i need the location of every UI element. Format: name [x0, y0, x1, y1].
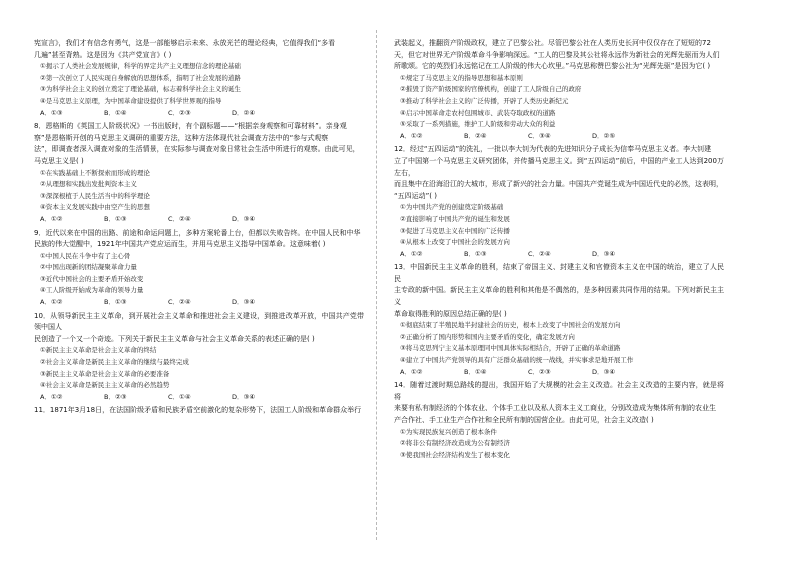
left-intro-line-1: 宪宣言》，我们才有信念有勇气，这是一部能够启示未来、永放光芒的理论经典，它值得我们“多看 — [34, 39, 336, 47]
option: ③推动了科学社会主义的广泛传播，开辟了人类历史新纪元 — [400, 96, 569, 105]
option: ①新民主主义革命是社会主义革命的终结 — [40, 346, 157, 355]
choice-c: C．②④ — [168, 214, 191, 223]
question-8-stem: 察”是恩格斯开创的马克思主义调研的重要方法，这种方法体现代社会调查方法中的“参与式观察 — [34, 133, 329, 142]
right-column — [394, 38, 724, 548]
choice-c: C．①④ — [168, 392, 191, 401]
choice-a: A．①② — [400, 131, 423, 140]
choice-d: D．②④ — [232, 108, 256, 117]
choice-d: D．③④ — [592, 249, 616, 258]
choice-d: D．③④ — [232, 214, 256, 223]
question-9-stem: 民族的伟大觉醒中，1921年中国共产党应运而生，并用马克思主义指导中国革命。这意味着( ) — [34, 240, 326, 249]
question-14-stem: 来要有私有制经济的个体农业、个体手工业以及私人资本主义工商业，分别改造成为集体所有制的农业生 — [394, 404, 716, 413]
choice-c: C．②③ — [528, 367, 551, 376]
option: ③深深根植于人民生活当中的科学理论 — [40, 191, 150, 200]
question-14-stem: 产合作社、手工业生产合作社和全民所有制的国营企业。由此可见，社会主义改造( ) — [394, 416, 654, 424]
option: ④社会主义革命是新民主主义革命的必然趋势 — [40, 381, 170, 390]
choice-b: B．①③ — [104, 214, 127, 223]
right-intro-line: 武装起义，推翻资产阶级政权，建立了巴黎公社。尽管巴黎公社在人类历史长河中仅仅存在了短短的72 — [394, 39, 711, 47]
option: ②将非公有制经济改造成为公有制经济 — [400, 439, 510, 448]
option: ①中国人民在斗争中有了主心骨 — [40, 251, 131, 260]
question-11-stem: 11．1871年3月18日，在法国阶级矛盾和民族矛盾空前激化的复杂形势下，法国工人阶级和革命群众举行 — [34, 406, 362, 415]
option: ②社会主义革命是新民主主义革命的继续与最终完成 — [40, 358, 189, 367]
choice-b: B．②③ — [104, 392, 127, 401]
choice-a: A．①② — [40, 392, 63, 401]
choice-d: D．③④ — [592, 367, 616, 376]
choice-c: C．③④ — [528, 131, 551, 140]
choice-d: D．②⑤ — [592, 131, 616, 140]
question-12-stem: “五四运动”( ) — [394, 191, 437, 200]
option: ③将马克思列宁主义基本原理同中国具体实际相结合，开辟了正确的革命道路 — [400, 344, 621, 353]
answer-choices — [40, 214, 364, 226]
option: ②第一次创立了人民实现自身解放的思想体系，指明了社会发展的道路 — [40, 73, 241, 82]
option: ①揭示了人类社会发展规律，科学的界定共产主义理想信念的理论基础 — [40, 62, 241, 71]
choice-a: A．①② — [40, 214, 63, 223]
option: ③使我国社会经济结构发生了根本变化 — [400, 450, 510, 459]
choice-a: A．①② — [40, 298, 63, 307]
choice-c: C．②④ — [168, 298, 191, 307]
choice-b: B．②④ — [464, 131, 487, 140]
option: ③促进了马克思主义在中国的广泛传播 — [400, 226, 510, 235]
column-divider — [376, 30, 377, 540]
answer-choices — [40, 297, 364, 309]
option: ③为科学社会主义的创立奠定了理论基础，标志着科学社会主义的诞生 — [40, 85, 241, 94]
option: ②中国出现新的团结凝聚革命力量 — [40, 263, 137, 272]
question-13-stem: 革命取得胜利的原因总结正确的是( ) — [394, 309, 507, 318]
question-10-stem: 民创造了一个又一个奇迹。下列关于新民主主义革命与社会主义革命关系的表述正确的是( ) — [34, 334, 315, 343]
option: ④工人阶级开始成为革命的领导力量 — [40, 286, 144, 295]
option: ④启示中国革命走农村包围城市、武装夺取政权的道路 — [400, 108, 556, 117]
choice-c: C．②③ — [168, 108, 191, 117]
choice-a: A．①② — [400, 367, 423, 376]
choice-b: B．①③ — [464, 249, 487, 258]
choice-a: A．①③ — [40, 108, 63, 117]
answer-choices — [40, 392, 364, 404]
option: ②从理想和实践出发批判资本主义 — [40, 180, 137, 189]
question-8-stem: 马克思主义是( ) — [34, 156, 84, 165]
question-9-stem: 9．近代以来在中国的出路、前途和命运问题上，多种方案轮番上台，但都以失败告终。在中国人民和中华 — [34, 228, 361, 237]
option: ③近代中国社会的主要矛盾开始改变 — [40, 274, 144, 283]
question-13-stem: 主专政的新中国。新民主主义革命的胜利和其他是不偶然的，是多种因素共同作用的结果。下列对新民主主义 — [394, 286, 724, 307]
left-column — [34, 38, 364, 548]
choice-a: A．①② — [400, 249, 423, 258]
answer-choices — [40, 108, 364, 120]
option: ④建立了中国共产党领导的具有广泛群众基础的统一战线，并实事求是地开展工作 — [400, 356, 634, 365]
question-12-stem: 12．经过“五四运动”的洗礼，一批以李大钊为代表的先进知识分子成长为信奉马克思主义者。李大钊建 — [394, 145, 712, 154]
answer-choices — [400, 367, 724, 379]
answer-choices — [400, 131, 724, 143]
question-12-stem: 而且集中在沿海沿江的大城市，形成了新兴的社会力量。中国共产党诞生成为中国近代史的必然，这表明， — [394, 180, 723, 189]
option: ②正确分析了国内形势和国内主要矛盾的变化，确定发展方向 — [400, 332, 575, 341]
question-8-stem: 法”，即调查者深入调查对象的生活情景，在实际参与调查对象日常社会生活中所进行的观察。由此可见， — [34, 145, 360, 154]
option: ⑤采取了一系列措施，维护工人阶级和劳动大众的利益 — [400, 120, 556, 129]
choice-c: C．②④ — [528, 249, 551, 258]
choice-b: B．①④ — [104, 108, 127, 117]
right-intro-line: 所歌颂。它的英烈们永远铭记在工人阶级的伟大心坎里。”马克思称赞巴黎公社为“光辉先驱”是因为它( ) — [394, 62, 711, 71]
question-12-stem: 立了中国第一个马克思主义研究团体，并传播马克思主义。到“五四运动”前后，中国的产业工人达到200万左右， — [394, 156, 724, 177]
right-intro-line: 天，但它对世界无产阶级革命斗争影响深远。“工人的巴黎及其公社将永远作为新社会的光辉先驱而为人们 — [394, 50, 720, 59]
answer-choices — [400, 249, 724, 261]
option: ④资本主义发展实践中由空产生的思想 — [40, 203, 150, 212]
option: ②摧毁了资产阶级国家的官僚机构，创建了工人阶级自己的政府 — [400, 85, 582, 94]
option: ①在实践基础上不断探索而形成的理论 — [40, 168, 150, 177]
option: ①规定了马克思主义的指导思想和基本原则 — [400, 73, 523, 82]
choice-b: B．①③ — [104, 298, 127, 307]
question-8-stem: 8．恩格斯的《英国工人阶级状况》一书出版时，有个副标题——“根据亲身观察和可靠材料”。亲身观 — [34, 122, 347, 131]
option: ③新民主主义革命是社会主义革命的必要准备 — [40, 369, 170, 378]
left-intro-line-2: 几遍”甚至背熟。这是因为《共产党宣言》( ) — [34, 50, 172, 59]
question-10-stem: 10．从领导新民主主义革命，到开展社会主义革命和推进社会主义建设，到推进改革开放，中国共产党带领中国人 — [34, 311, 364, 332]
choice-d: D．③④ — [232, 298, 256, 307]
option: ①彻底结束了半殖民地半封建社会的历史，根本上改变了中国社会的发展方向 — [400, 321, 621, 330]
option: ④从根本上改变了中国社会的发展方向 — [400, 238, 510, 247]
choice-d: D．③④ — [232, 392, 256, 401]
question-14-stem: 14．随着过渡时期总路线的提出，我国开始了大规模的社会主义改造。社会主义改造的主要内容，就是将将 — [394, 381, 724, 401]
option: ①为中国共产党的创建奠定阶级基础 — [400, 203, 504, 212]
choice-b: B．①④ — [464, 367, 487, 376]
option: ④是马克思主义原理，为中国革命建设提供了科学世界观的指导 — [40, 96, 222, 105]
option: ②直接影响了中国共产党的诞生和发展 — [400, 214, 510, 223]
question-13-stem: 13．中国新民主主义革命的胜利，结束了帝国主义、封建主义和官僚资本主义在中国的统治，建立了人民民 — [394, 263, 724, 283]
option: ①为实现民族复兴创造了根本条件 — [400, 427, 497, 436]
